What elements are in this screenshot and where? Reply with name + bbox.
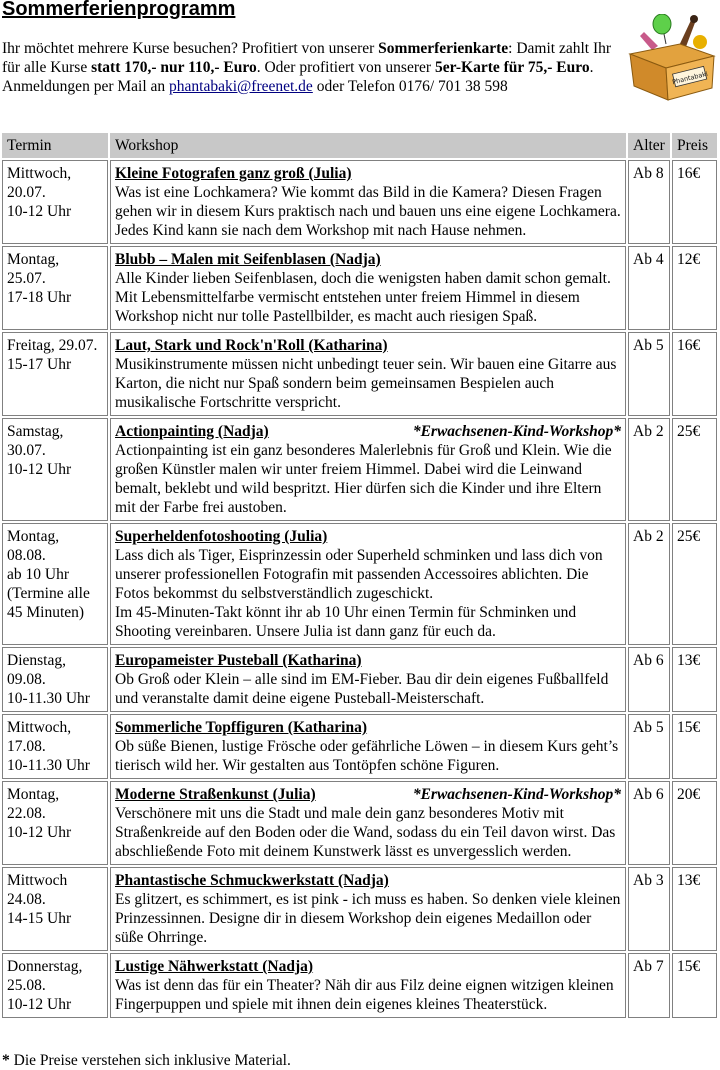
table-row <box>2 332 717 416</box>
termin-line: 17-18 Uhr <box>7 289 72 306</box>
preis-cell: 13€ <box>672 647 717 712</box>
termin-line: 15-17 Uhr <box>7 356 72 373</box>
workshop-description: Musikinstrumente müssen nicht unbedingt teuer sein. Wir bauen eine Gitarre aus Karton, die nicht nur Spaß sondern beim gemeinsamen Bespielen auch musikalische Fortschritte verspricht. <box>115 356 617 411</box>
workshop-title: Superheldenfotoshooting (Julia) <box>115 528 328 545</box>
table-row <box>2 647 717 712</box>
footnote-text: Die Preise verstehen sich inklusive Material. <box>9 1052 291 1069</box>
table-row <box>2 523 717 645</box>
table-row <box>2 867 717 951</box>
footnote <box>2 1051 291 1070</box>
table-row <box>2 160 717 244</box>
termin-line: 45 Minuten) <box>7 604 85 621</box>
termin-cell <box>2 418 108 521</box>
table-row <box>2 246 717 330</box>
preis-cell: 16€ <box>672 332 717 416</box>
workshop-description: Ob Groß oder Klein – alle sind im EM-Fieber. Bau dir dein eigenes Fußballfeld und veranstalte damit deine eigene Pusteball-Meisterschaft. <box>115 671 609 707</box>
termin-line: Dienstag, <box>7 652 66 669</box>
preis-cell: 25€ <box>672 523 717 645</box>
workshop-cell <box>110 418 626 521</box>
workshop-description: Alle Kinder lieben Seifenblasen, doch die wenigsten haben damit schon gemalt. Mit Lebensmittelfarbe vermischt entstehen unter freiem Himmel in diesem Workshop nicht nur tolle Pastellbilder, es macht auch riesigen Spaß. <box>115 270 611 325</box>
preis-cell: 20€ <box>672 781 717 865</box>
workshop-cell <box>110 953 626 1018</box>
termin-line: 17.08. <box>7 738 46 755</box>
termin-line: 10-11.30 Uhr <box>7 757 90 774</box>
termin-line: (Termine alle <box>7 585 90 602</box>
alter-cell: Ab 5 <box>628 714 670 779</box>
workshop-description: Verschönere mit uns die Stadt und male dein ganz besonderes Motiv mit Straßenkreide auf den Boden oder die Wand, sodass du ein Teil davon wirst. Das abschließende Foto mit deinem Kunstwerk lässt es unvergesslich werden. <box>115 805 616 860</box>
termin-line: Samstag, <box>7 423 64 440</box>
termin-cell <box>2 246 108 330</box>
workshop-title: Actionpainting (Nadja) <box>115 423 269 440</box>
intro-text <box>2 39 632 96</box>
termin-line: 10-12 Uhr <box>7 824 72 841</box>
workshop-cell <box>110 647 626 712</box>
termin-line: Mittwoch, <box>7 719 72 736</box>
intro-text-2: : Damit zahlt Ihr für alle Kurse <box>2 40 612 76</box>
termin-line: 25.08. <box>7 977 46 994</box>
workshop-cell <box>110 160 626 244</box>
termin-cell <box>2 332 108 416</box>
workshop-title: Europameister Pusteball (Katharina) <box>115 652 362 669</box>
workshop-title: Laut, Stark und Rock'n'Roll (Katharina) <box>115 337 388 354</box>
termin-line: Mittwoch <box>7 872 68 889</box>
intro-highlight-5er-card: 5er-Karte für 75,- Euro <box>434 59 590 76</box>
preis-cell: 13€ <box>672 867 717 951</box>
workshop-note: *Erwachsenen-Kind-Workshop* <box>412 423 621 440</box>
workshop-description: Es glitzert, es schimmert, es ist pink - ich muss es haben. So denken viele kleinen Prinzessinnen. Designe dir in diesem Workshop dein eigenes Medaillon oder süße Ohrringe. <box>115 891 621 946</box>
alter-cell: Ab 5 <box>628 332 670 416</box>
preis-cell: 25€ <box>672 418 717 521</box>
termin-line: 10-12 Uhr <box>7 996 72 1013</box>
workshop-title: Phantastische Schmuckwerkstatt (Nadja) <box>115 872 389 889</box>
workshop-description-extra: Im 45-Minuten-Takt könnt ihr ab 10 Uhr einen Termin für Schminken und Shooting vereinbaren. Unsere Julia ist dann ganz für euch da. <box>115 604 577 640</box>
workshop-description: Was ist denn das für ein Theater? Näh dir aus Filz deine eignen witzigen kleinen Fingerpuppen und spiele mit ihnen dein eigenes kleines Theaterstück. <box>115 977 614 1013</box>
alter-cell: Ab 8 <box>628 160 670 244</box>
termin-cell <box>2 867 108 951</box>
termin-cell <box>2 953 108 1018</box>
workshop-cell <box>110 246 626 330</box>
alter-cell: Ab 4 <box>628 246 670 330</box>
termin-line: 30.07. <box>7 442 46 459</box>
preis-cell: 15€ <box>672 714 717 779</box>
termin-line: 24.08. <box>7 891 46 908</box>
table-row <box>2 418 717 521</box>
termin-line: 08.08. <box>7 547 46 564</box>
alter-cell: Ab 2 <box>628 523 670 645</box>
termin-line: 10-12 Uhr <box>7 203 72 220</box>
workshop-description: Lass dich als Tiger, Eisprinzessin oder Superheld schminken und lass dich von unserer professionellen Fotografin mit passenden Accessoires ablichten. Die Fotos bekommst du selbstverständlich zugeschickt. <box>115 547 603 602</box>
email-link[interactable]: phantabaki@freenet.de <box>169 78 313 95</box>
table-row <box>2 953 717 1018</box>
footnote-star: * <box>2 1052 10 1069</box>
contact-suffix: oder Telefon 0176/ 701 38 598 <box>312 78 508 95</box>
termin-line: 09.08. <box>7 671 46 688</box>
termin-line: 10-11.30 Uhr <box>7 690 90 707</box>
alter-cell: Ab 2 <box>628 418 670 521</box>
termin-line: Montag, <box>7 251 60 268</box>
table-row <box>2 781 717 865</box>
termin-line: 25.07. <box>7 270 46 287</box>
page-title: Sommerferienprogramm <box>2 0 236 20</box>
contact-prefix: Anmeldungen per Mail an <box>2 78 170 95</box>
termin-cell <box>2 647 108 712</box>
workshop-cell <box>110 781 626 865</box>
workshop-cell <box>110 714 626 779</box>
workshop-title: Sommerliche Topffiguren (Katharina) <box>115 719 368 736</box>
workshop-description: Actionpainting ist ein ganz besonderes Malerlebnis für Groß und Klein. Wie die großen Künstler malen wir unter freiem Himmel. Dabei wird die Leinwand bemalt, beklebt und wild bespritzt. Hier dürfen sich die Kinder und ihre Eltern mit der Farbe frei austoben. <box>115 442 612 516</box>
termin-line: 10-12 Uhr <box>7 461 72 478</box>
table-row <box>2 714 717 779</box>
workshop-title: Kleine Fotografen ganz groß (Julia) <box>115 165 352 182</box>
workshop-cell <box>110 332 626 416</box>
termin-line: 14-15 Uhr <box>7 910 72 927</box>
termin-line: 22.08. <box>7 805 46 822</box>
table-header-row <box>2 133 717 158</box>
workshop-note: *Erwachsenen-Kind-Workshop* <box>412 786 621 803</box>
workshop-title: Lustige Nähwerkstatt (Nadja) <box>115 958 314 975</box>
workshop-cell <box>110 867 626 951</box>
intro-text-4: . <box>589 59 594 76</box>
termin-cell <box>2 781 108 865</box>
intro-text-3: . Oder profitiert von unserer <box>256 59 435 76</box>
preis-cell: 16€ <box>672 160 717 244</box>
intro-highlight-summer-card: Sommerferienkarte <box>378 40 509 57</box>
termin-line: Freitag, 29.07. <box>7 337 98 354</box>
termin-line: Montag, <box>7 528 60 545</box>
preis-cell: 15€ <box>672 953 717 1018</box>
header-workshop: Workshop <box>110 133 626 158</box>
workshop-title: Moderne Straßenkunst (Julia) <box>115 786 316 803</box>
intro-text-1: Ihr möchtet mehrere Kurse besuchen? Profitiert von unserer <box>2 40 379 57</box>
workshop-description: Was ist eine Lochkamera? Wie kommt das Bild in die Kamera? Diesen Fragen gehen wir in diesem Kurs praktisch nach und bauen uns eine eigene Lochkamera. Jedes Kind kann sie nach dem Workshop mit nach Hause nehmen. <box>115 184 621 239</box>
header-preis: Preis <box>672 133 717 158</box>
header-termin: Termin <box>2 133 108 158</box>
alter-cell: Ab 6 <box>628 781 670 865</box>
termin-line: Montag, <box>7 786 60 803</box>
termin-line: Mittwoch, <box>7 165 72 182</box>
workshop-description: Ob süße Bienen, lustige Frösche oder gefährliche Löwen – in diesem Kurs geht’s tierisch wild her. Wir gestalten aus Tontöpfen schöne Figuren. <box>115 738 619 774</box>
balloon-box-logo-icon <box>622 14 718 104</box>
intro-highlight-price: statt 170,- nur 110,- Euro <box>91 59 257 76</box>
program-table <box>0 131 719 1020</box>
termin-line: 20.07. <box>7 184 46 201</box>
alter-cell: Ab 3 <box>628 867 670 951</box>
termin-cell <box>2 714 108 779</box>
preis-cell: 12€ <box>672 246 717 330</box>
alter-cell: Ab 6 <box>628 647 670 712</box>
workshop-cell <box>110 523 626 645</box>
termin-cell <box>2 160 108 244</box>
termin-line: ab 10 Uhr <box>7 566 69 583</box>
termin-line: Donnerstag, <box>7 958 83 975</box>
workshop-title: Blubb – Malen mit Seifenblasen (Nadja) <box>115 251 381 268</box>
alter-cell: Ab 7 <box>628 953 670 1018</box>
logo-text: Phantabaki <box>671 69 709 87</box>
termin-cell <box>2 523 108 645</box>
header-alter: Alter <box>628 133 670 158</box>
